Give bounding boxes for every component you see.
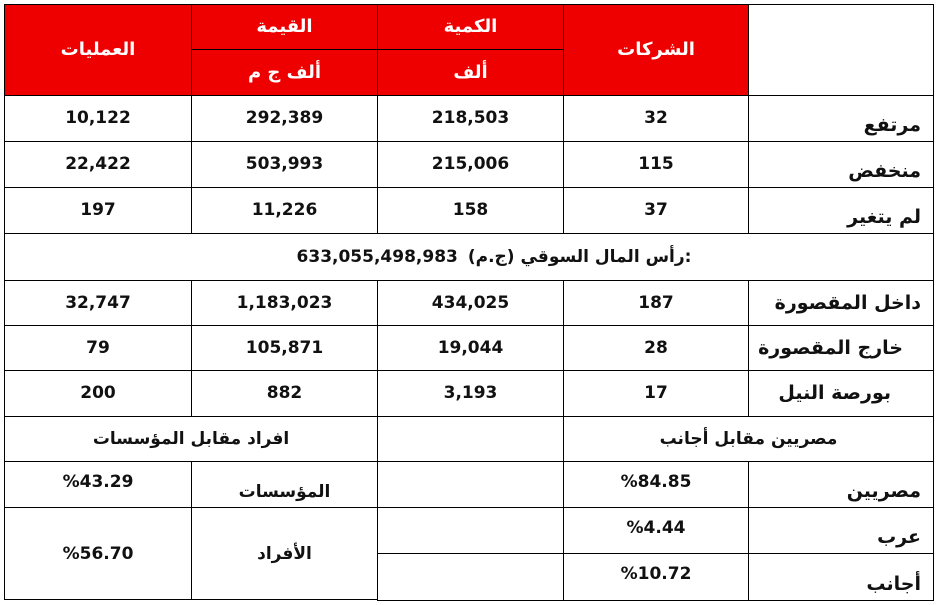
individuals-value: %56.70 bbox=[4, 507, 192, 600]
institutions-value: %43.29 bbox=[4, 461, 192, 508]
row-label-foreigners: أجانب bbox=[748, 553, 934, 601]
cell-quantity: 434,025 bbox=[377, 280, 564, 326]
cell-value: 882 bbox=[191, 370, 378, 417]
row-label-up: مرتفع bbox=[748, 95, 934, 142]
individuals-vs-institutions-title: افراد مقابل المؤسسات bbox=[4, 416, 378, 462]
blank-cell bbox=[377, 416, 564, 462]
foreigners-value: %10.72 bbox=[563, 553, 749, 601]
cell-companies: 187 bbox=[563, 280, 749, 326]
cell-value: 1,183,023 bbox=[191, 280, 378, 326]
header-corner-blank bbox=[748, 4, 934, 96]
blank-cell bbox=[377, 553, 564, 601]
arabs-value: %4.44 bbox=[563, 507, 749, 554]
cell-quantity: 158 bbox=[377, 187, 564, 234]
market-cap-value: 633,055,498,983 bbox=[296, 246, 458, 267]
cell-quantity: 19,044 bbox=[377, 325, 564, 371]
egyptians-vs-foreigners-title: مصريين مقابل أجانب bbox=[563, 416, 934, 462]
cell-operations: 10,122 bbox=[4, 95, 192, 142]
cell-operations: 79 bbox=[4, 325, 192, 371]
header-quantity-unit: ألف bbox=[377, 49, 564, 96]
egyptians-value: %84.85 bbox=[563, 461, 749, 508]
row-label-nile-exchange: بورصة النيل bbox=[748, 370, 934, 417]
row-label-off-market: خارج المقصورة bbox=[748, 325, 934, 371]
cell-companies: 28 bbox=[563, 325, 749, 371]
row-label-individuals: الأفراد bbox=[191, 507, 378, 600]
header-quantity: الكمية bbox=[377, 4, 564, 50]
cell-value: 503,993 bbox=[191, 141, 378, 188]
cell-operations: 197 bbox=[4, 187, 192, 234]
cell-value: 11,226 bbox=[191, 187, 378, 234]
row-label-institutions: المؤسسات bbox=[191, 461, 378, 508]
cell-quantity: 215,006 bbox=[377, 141, 564, 188]
cell-value: 105,871 bbox=[191, 325, 378, 371]
row-label-main-market: داخل المقصورة bbox=[748, 280, 934, 326]
cell-companies: 17 bbox=[563, 370, 749, 417]
header-value-unit: ألف ج م bbox=[191, 49, 378, 96]
row-label-arabs: عرب bbox=[748, 507, 934, 554]
row-label-egyptians: مصريين bbox=[748, 461, 934, 508]
cell-companies: 115 bbox=[563, 141, 749, 188]
cell-companies: 32 bbox=[563, 95, 749, 142]
cell-operations: 22,422 bbox=[4, 141, 192, 188]
blank-cell bbox=[377, 461, 564, 508]
market-cap-row bbox=[4, 233, 934, 281]
header-companies: الشركات bbox=[563, 4, 749, 96]
cell-companies: 37 bbox=[563, 187, 749, 234]
cell-quantity: 3,193 bbox=[377, 370, 564, 417]
cell-operations: 32,747 bbox=[4, 280, 192, 326]
row-label-down: منخفض bbox=[748, 141, 934, 188]
header-value: القيمة bbox=[191, 4, 378, 50]
blank-cell bbox=[377, 507, 564, 554]
market-cap-label: رأس المال السوقي (ج.م): bbox=[467, 246, 692, 267]
cell-value: 292,389 bbox=[191, 95, 378, 142]
row-label-unchanged: لم يتغير bbox=[748, 187, 934, 234]
cell-operations: 200 bbox=[4, 370, 192, 417]
header-operations: العمليات bbox=[4, 4, 192, 96]
cell-quantity: 218,503 bbox=[377, 95, 564, 142]
